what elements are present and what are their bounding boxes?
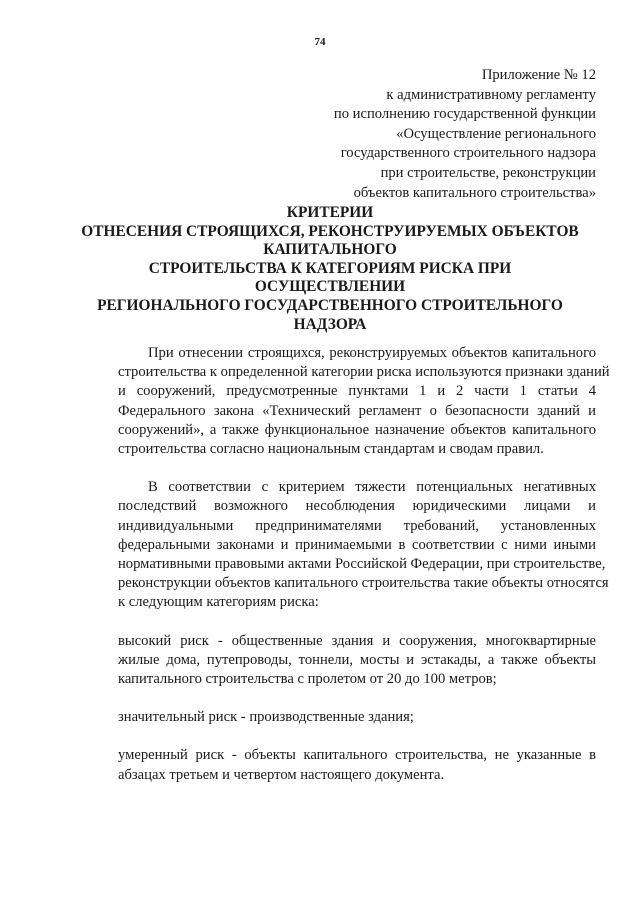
text-line: индивидуальными предпринимателями требований, установленных <box>118 517 596 534</box>
text-line: реконструкции объектов капитального строительства такие объекты относятся <box>118 575 609 592</box>
appendix-line: объектов капитального строительства» <box>353 184 596 201</box>
paragraph-risk-categories-intro <box>118 478 609 612</box>
appendix-line: к административному регламенту <box>386 86 596 103</box>
appendix-line: Приложение № 12 <box>481 67 596 83</box>
text-line: капитального строительства с пролетом от 20 до 100 метров; <box>118 671 497 688</box>
paragraph-high-risk <box>118 632 596 690</box>
text-line: сооружений», а также функциональное назначение объектов капитального <box>118 421 596 438</box>
document-title <box>60 204 600 334</box>
appendix-header <box>216 66 596 203</box>
appendix-line: при строительстве, реконструкции <box>380 164 596 181</box>
title-line: СТРОИТЕЛЬСТВА К КАТЕГОРИЯМ РИСКА ПРИ <box>148 259 512 277</box>
appendix-line: государственного строительного надзора <box>340 145 596 162</box>
title-line: РЕГИОНАЛЬНОГО ГОСУДАРСТВЕННОГО СТРОИТЕЛЬНОГО <box>97 296 563 314</box>
title-line: КРИТЕРИИ <box>286 204 374 221</box>
text-line: Федерального закона «Технический регламент о безопасности зданий и <box>118 402 596 419</box>
text-line: строительства к определенной категории риска используются признаки зданий <box>118 364 610 381</box>
text-line: последствий возможного несоблюдения юридическими лицами и <box>118 498 596 515</box>
title-line: НАДЗОРА <box>293 315 367 333</box>
text-line: В соответствии с критерием тяжести потенциальных негативных <box>148 479 596 496</box>
page-number: 74 <box>314 36 326 48</box>
title-line: ОСУЩЕСТВЛЕНИИ <box>254 278 406 296</box>
text-line: жилые дома, путепроводы, тоннели, мосты и эстакады, а также объекты <box>118 651 596 668</box>
paragraph-significant-risk <box>118 708 596 727</box>
document-body <box>118 344 610 804</box>
text-line: и сооружений, предусмотренные пунктами 1 и 2 части 1 статьи 4 <box>118 383 596 400</box>
appendix-line: «Осуществление регионального <box>396 125 596 142</box>
text-line: умеренный риск - объекты капитального строительства, не указанные в <box>118 747 596 764</box>
text-line: к следующим категориям риска: <box>118 594 319 611</box>
text-line: федеральными законами и принимаемыми в соответствии с ними иными <box>118 536 596 553</box>
text-line: значительный риск - производственные здания; <box>118 709 414 726</box>
title-line: КАПИТАЛЬНОГО <box>263 241 397 259</box>
paragraph-moderate-risk <box>118 746 596 784</box>
text-line: высокий риск - общественные здания и сооружения, многоквартирные <box>118 632 596 649</box>
text-line: абзацах третьем и четвертом настоящего документа. <box>118 766 445 783</box>
paragraph-criteria-basis <box>118 344 610 459</box>
text-line: строительства согласно национальным стандартам и сводам правил. <box>118 441 544 458</box>
appendix-line: по исполнению государственной функции <box>333 106 596 123</box>
text-line: нормативными правовыми актами Российской Федерации, при строительстве, <box>118 556 606 573</box>
text-line: При отнесении строящихся, реконструируемых объектов капитального <box>148 345 596 361</box>
title-line: ОТНЕСЕНИЯ СТРОЯЩИХСЯ, РЕКОНСТРУИРУЕМЫХ ОБЪЕКТОВ <box>81 222 579 240</box>
